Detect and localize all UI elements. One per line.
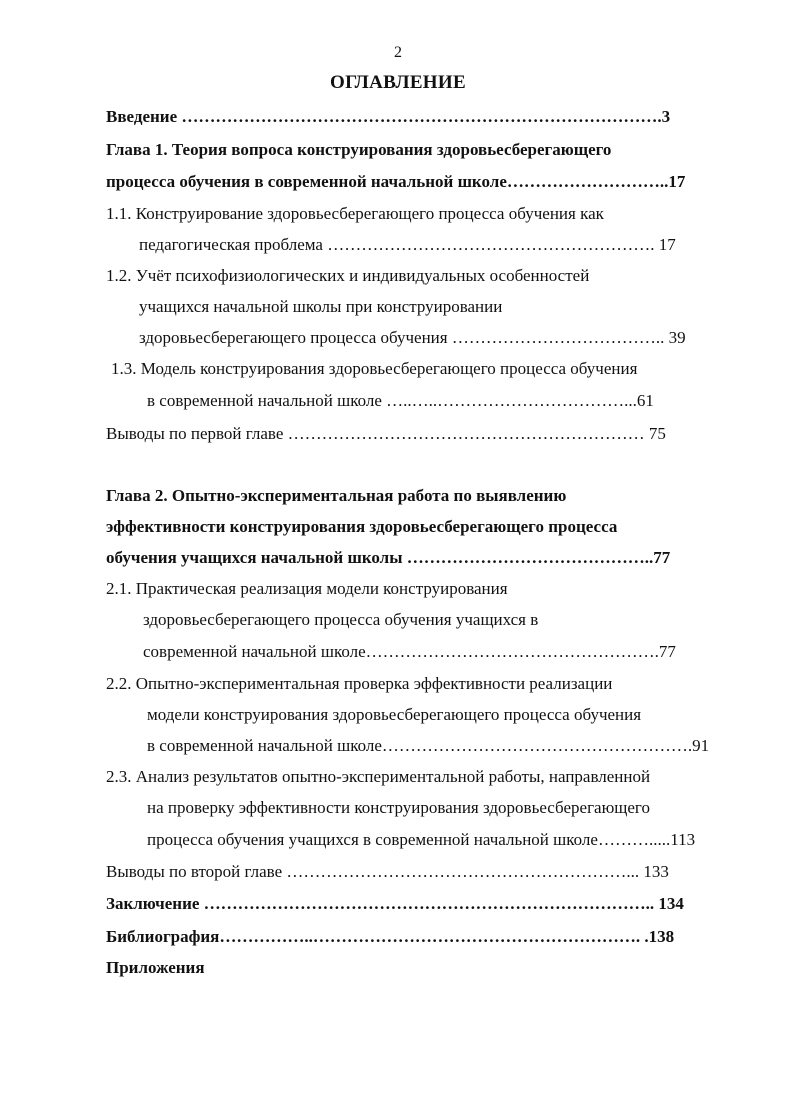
toc-line-2-2-a: 2.2. Опытно-экспериментальная проверка эффективности реализации [106, 674, 613, 693]
toc-line-2-3-b: на проверку эффективности конструирования здоровьесберегающего [147, 798, 650, 817]
toc-line-chapter2-a: Глава 2. Опытно-экспериментальная работа по выявлению [106, 486, 567, 505]
toc-line-1-1-b: педагогическая проблема …………………………………………………. 17 [139, 235, 676, 254]
toc-line-chapter2-b: эффективности конструирования здоровьесберегающего процесса [106, 517, 618, 536]
toc-line-1-3-a: 1.3. Модель конструирования здоровьесберегающего процесса обучения [111, 359, 638, 378]
toc-line-1-2-a: 1.2. Учёт психофизиологических и индивидуальных особенностей [106, 266, 590, 285]
toc-line-2-1-b: здоровьесберегающего процесса обучения учащихся в [143, 610, 539, 629]
page-number: 2 [394, 44, 402, 61]
toc-line-chapter1-a: Глава 1. Теория вопроса конструирования здоровьесберегающего [106, 140, 612, 159]
page-title: ОГЛАВЛЕНИЕ [330, 72, 466, 93]
toc-line-2-2-b: модели конструирования здоровьесберегающего процесса обучения [147, 705, 642, 724]
toc-line-appendices: Приложения [106, 958, 205, 977]
toc-line-1-1-a: 1.1. Конструирование здоровьесберегающего процесса обучения как [106, 204, 604, 223]
toc-line-introduction: Введение ………………………………………………………………………….3 [106, 107, 671, 126]
toc-line-chapter1-b: процесса обучения в современной начальной школе………………………..17 [106, 172, 686, 191]
toc-line-conclusion: Заключение …………………………………………………………………….. 134 [106, 894, 684, 913]
toc-line-2-1-c: современной начальной школе…………………………………………….77 [143, 642, 676, 661]
toc-line-1-3-b: в современной начальной школе …..…..……………………………...61 [147, 391, 654, 410]
toc-line-1-2-c: здоровьесберегающего процесса обучения ……………………………….. 39 [139, 328, 686, 347]
toc-line-chapter2-c: обучения учащихся начальной школы ……………………………………..77 [106, 548, 671, 567]
toc-line-chapter2-conclusions: Выводы по второй главе ……………………………………………………... 133 [106, 862, 669, 881]
toc-line-chapter1-conclusions: Выводы по первой главе ……………………………………………………… 75 [106, 424, 666, 443]
toc-line-2-1-a: 2.1. Практическая реализация модели конструирования [106, 579, 508, 598]
toc-line-bibliography: Библиография……………..…………………………………………………. .138 [106, 927, 675, 946]
toc-line-2-2-c: в современной начальной школе……………………………………………….91 [147, 736, 710, 755]
toc-line-2-3-c: процесса обучения учащихся в современной начальной школе……….....113 [147, 830, 696, 849]
toc-line-1-2-b: учащихся начальной школы при конструировании [139, 297, 503, 316]
toc-line-2-3-a: 2.3. Анализ результатов опытно-экспериментальной работы, направленной [106, 767, 651, 786]
